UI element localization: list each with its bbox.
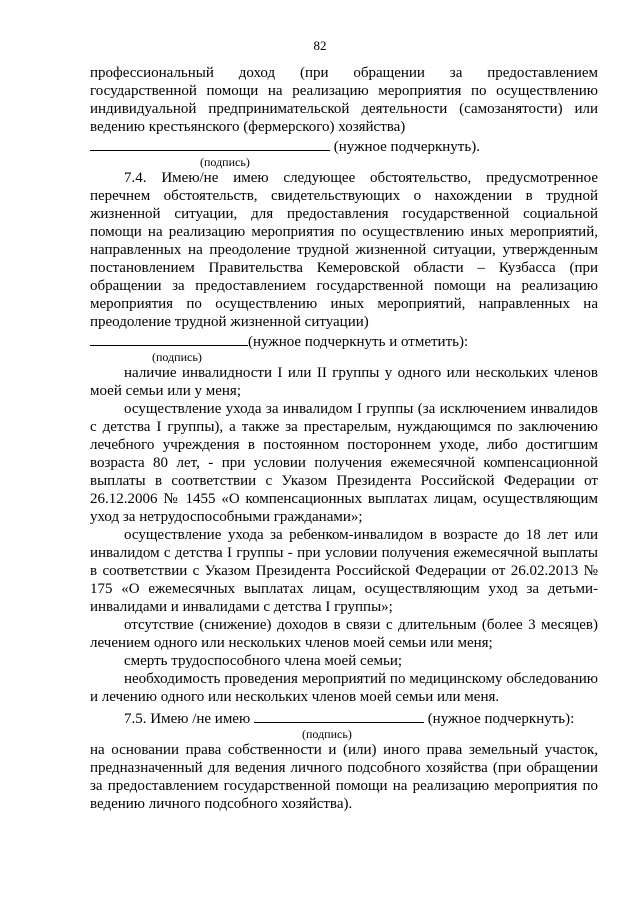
- paragraph-7-5-lead: 7.5. Имею /не имею: [124, 711, 251, 727]
- signature-blank[interactable]: [254, 708, 424, 723]
- signature-blank[interactable]: [90, 136, 330, 151]
- paragraph-7-5-line: [90, 708, 598, 728]
- option-disability[interactable]: [90, 364, 598, 400]
- option-label: отсутствие (снижение) доходов в связи с длительным (более 3 месяцев) лечением одного или нескольких членов моей семьи или меня;: [90, 617, 598, 651]
- paragraph-7-4-text: 7.4. Имею/не имею следующее обстоятельство, предусмотренное перечнем обстоятельств, свидетельствующих о нахождении в трудной жизненной ситуации, для предоставления государственной социальной помощи на реализацию мероприятия по осуществлению иных мероприятий, направленных на преодоление трудной жизненной ситуации, утвержденным постановлением Правительства Кемеровской области – Кузбасса (при обращении за предоставлением государственной помощи на реализацию мероприятия по осуществлению иных мероприятий, направленных на преодоление трудной жизненной ситуации): [90, 170, 598, 330]
- underline-note: (нужное подчеркнуть).: [333, 139, 480, 155]
- signature-caption: (подпись): [302, 727, 352, 741]
- paragraph-7-4: [90, 169, 598, 331]
- paragraph-7-4-note: (нужное подчеркнуть и отметить):: [248, 334, 469, 350]
- signature-caption: (подпись): [200, 155, 250, 169]
- option-label: осуществление ухода за ребенком-инвалидом в возрасте до 18 лет или инвалидом с детства I группы - при условии получения ежемесячной выплаты в соответствии с Указом Президента Российской Федерации от 26.02.2013 № 175 «О ежемесячных выплатах лицам, осуществляющим уход за детьми-инвалидами и инвалидами с детства I группы»;: [90, 527, 598, 615]
- option-income-loss[interactable]: [90, 616, 598, 652]
- option-label: необходимость проведения мероприятий по медицинскому обследованию и лечению одного или нескольких членов моей семьи или меня.: [90, 671, 598, 705]
- option-death[interactable]: [90, 652, 598, 670]
- signature-blank[interactable]: [90, 331, 248, 346]
- page-number: 82: [313, 38, 327, 53]
- paragraph-7-5-body: на основании права собственности и (или) иного права земельный участок, предназначенный для ведения личного подсобного хозяйства (при обращении за предоставлением государственной помощи на реализацию мероприятия по ведению личного подсобного хозяйства).: [90, 742, 598, 812]
- option-care-child[interactable]: [90, 526, 598, 616]
- option-medical[interactable]: [90, 670, 598, 706]
- document-body: [90, 64, 598, 813]
- paragraph-7-4-signature-line: [90, 331, 598, 351]
- option-label: осуществление ухода за инвалидом I группы (за исключением инвалидов с детства I группы), а также за престарелым, нуждающимся по заключению лечебного учреждения в постоянном постороннем уходе, либо достигшим возраста 80 лет, - при условии получения ежемесячной компенсационной выплаты в соответствии с Указом Президента Российской Федерации от 26.12.2006 № 1455 «О компенсационных выплатах лицам, осуществляющим уход за нетрудоспособными гражданами»;: [90, 401, 598, 525]
- option-label: смерть трудоспособного члена моей семьи;: [124, 653, 403, 669]
- option-care-group1[interactable]: [90, 400, 598, 526]
- paragraph-7-5-note: (нужное подчеркнуть):: [427, 711, 575, 727]
- signature-caption: (подпись): [152, 350, 202, 364]
- income-signature-line: [90, 136, 598, 156]
- income-paragraph: профессиональный доход (при обращении за предоставлением государственной помощи на реализацию мероприятия по осуществлению индивидуальной предпринимательской деятельности (самозанятости) или ведению крестьянского (фермерского) хозяйства): [90, 65, 598, 135]
- option-label: наличие инвалидности I или II группы у одного или нескольких членов моей семьи или у меня;: [90, 365, 598, 399]
